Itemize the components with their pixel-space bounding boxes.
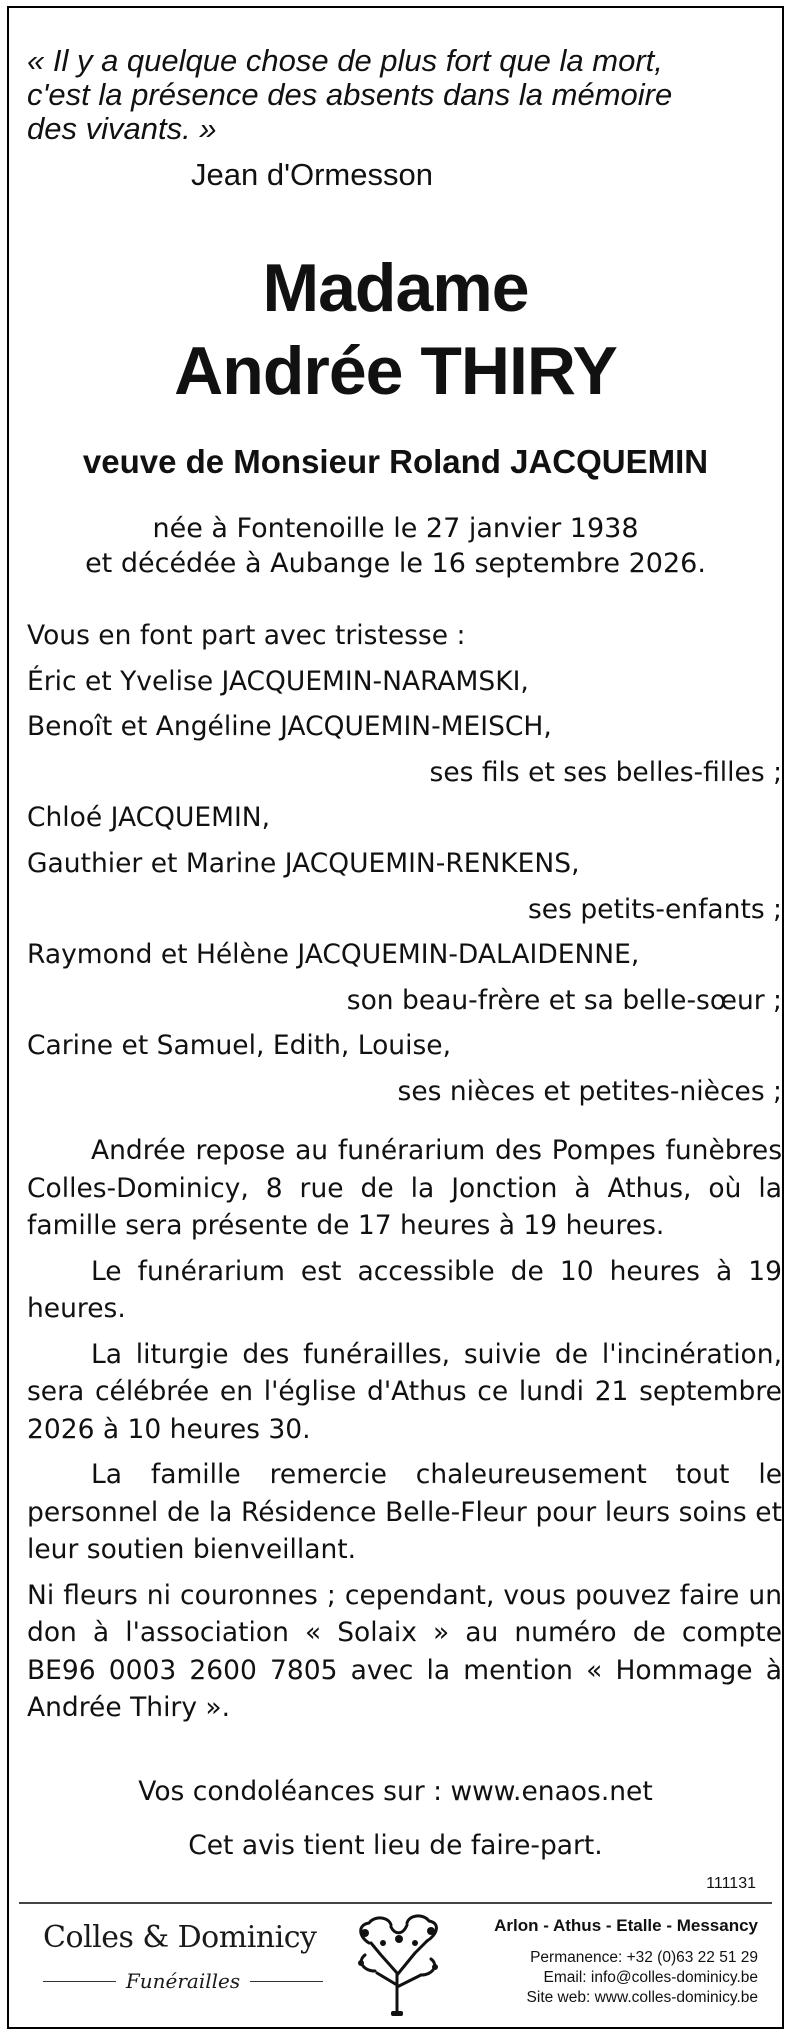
birth-death-dates xyxy=(9,511,782,581)
funeral-home-subtitle-wrap xyxy=(43,1963,323,1999)
obituary-notice xyxy=(7,6,784,2029)
quote-line: c'est la présence des absents dans la mémoire xyxy=(27,77,673,112)
family-relation: son beau-frère et sa belle-sœur ; xyxy=(346,984,782,1016)
deceased-title: Madame xyxy=(262,250,529,326)
widow-of: veuve de Monsieur Roland JACQUEMIN xyxy=(82,443,709,480)
footer-divider xyxy=(19,1902,772,1904)
subtitle-rule-right xyxy=(250,1981,323,1982)
quote-line: des vivants. » xyxy=(27,111,217,146)
paragraph-funerarium: Andrée repose au funérarium des Pompes funèbres Colles-Dominicy, 8 rue de la Jonction à Athus, où la famille sera présente de 17 heures à 19 heures. xyxy=(27,1135,782,1241)
family-relation: ses fils et ses belles-filles ; xyxy=(429,756,782,788)
notice-line: Cet avis tient lieu de faire-part. xyxy=(188,1830,603,1861)
birth-line: née à Fontenoille le 27 janvier 1938 xyxy=(152,513,639,544)
family-row: Éric et Yvelise JACQUEMIN-NARAMSKI, xyxy=(27,665,529,697)
family-relation: ses nièces et petites-nièces ; xyxy=(397,1075,782,1107)
paragraph-donation: Ni fleurs ni couronnes ; cependant, vous pouvez faire un don à l'association « Solaix » au numéro de compte BE96 0003 2600 7805 avec la mention « Hommage à Andrée Thiry ». xyxy=(27,1579,782,1723)
notice-body xyxy=(27,1132,782,1735)
family-row: Gauthier et Marine JACQUEMIN-RENKENS, xyxy=(27,847,580,879)
paragraph-hours: Le funérarium est accessible de 10 heures à 19 heures. xyxy=(27,1255,782,1324)
family-row: Raymond et Hélène JACQUEMIN-DALAIDENNE, xyxy=(27,939,640,971)
family-row: Benoît et Angéline JACQUEMIN-MEISCH, xyxy=(27,711,552,743)
funeral-home-subtitle: Funérailles xyxy=(125,1969,241,1993)
family-row: Chloé JACQUEMIN, xyxy=(27,802,271,834)
funeral-home-email: Email: info@colles-dominicy.be xyxy=(543,1969,758,1986)
paragraph-thanks: La famille remercie chaleureusement tout le personnel de la Résidence Belle-Fleur pour leurs soins et leur soutien bienveillant. xyxy=(27,1459,782,1565)
family-relation: ses petits-enfants ; xyxy=(528,893,782,925)
family-list xyxy=(27,613,782,1115)
family-row: Carine et Samuel, Edith, Louise, xyxy=(27,1030,451,1062)
quote-author: Jean d'Ormesson xyxy=(191,157,433,192)
family-row: Vous en font part avec tristesse : xyxy=(27,620,466,651)
condolences-line: Vos condoléances sur : www.enaos.net xyxy=(138,1776,653,1807)
funeral-home-phone: Permanence: +32 (0)63 22 51 29 xyxy=(530,1949,758,1966)
funeral-home-towns: Arlon - Athus - Etalle - Messancy xyxy=(494,1916,758,1935)
funeral-home-contact xyxy=(438,1914,758,2008)
deceased-name: Andrée THIRY xyxy=(174,333,617,409)
funeral-home-name: Colles & Dominicy xyxy=(43,1920,317,1955)
death-line: et décédée à Aubange le 16 septembre 2026. xyxy=(85,548,706,579)
paragraph-liturgy: La liturgie des funérailles, suivie de l'incinération, sera célébrée en l'église d'Athus ce lundi 21 septembre 2026 à 10 heures 30. xyxy=(27,1338,782,1445)
subtitle-rule-left xyxy=(43,1981,116,1982)
quote-line: « Il y a quelque chose de plus fort que la mort, xyxy=(27,43,663,78)
quote xyxy=(27,44,727,146)
funeral-home-website: Site web: www.colles-dominicy.be xyxy=(526,1989,758,2006)
reference-number: 111131 xyxy=(706,1875,756,1892)
